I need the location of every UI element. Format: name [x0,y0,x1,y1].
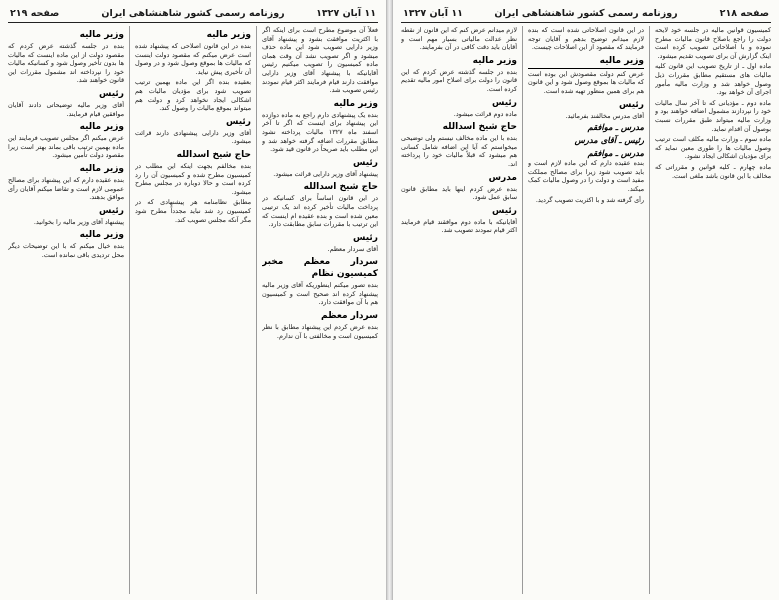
speaker-heading: وزیر مالیه [333,98,378,109]
paragraph: ماده دوم ـ مؤدیانی که تا آخر سال مالیات خود را نپردازند مشمول اضافه خواهند بود و وزارت مالیه میتواند طبق مقررات نسبت بوصول آن اقدام نماید. [655,98,771,133]
column-rule [649,26,650,594]
speaker-heading: رئیس [492,97,517,108]
paragraph: لازم میدانم عرض کنم که این قانون از نقطه نظر عدالت مالیاتی بسیار مهم است و آقایان باید دقت کافی در آن بفرمایند. [401,26,517,52]
issue-date: ۱۱ آبان ۱۳۲۷ [403,8,463,19]
paragraph: عرض میکنم اگر مجلس تصویب فرمایند این ماده بهمین ترتیب باقی بماند بهتر است زیرا مقصود دولت تأمین میشود. [8,134,124,160]
column-rule [522,26,523,594]
speaker-heading: حاج شیخ اسدالله [303,182,378,193]
speaker-heading: رئیس [492,205,517,216]
right-page [392,0,779,600]
speaker-heading: رئیس [353,232,378,243]
paragraph: ماده اول ـ از تاریخ تصویب این قانون کلیه مالیات های مستقیم مطابق مقررات ذیل وصول خواهد شد و وزارت مالیه مأمور اجرای آن خواهد بود. [655,62,771,97]
paragraph: رأی گرفته شد و با اکثریت تصویب گردید. [535,195,644,204]
book-gutter [387,0,392,600]
speaker-heading: سردار معظم مخبر کمیسیون نظام [262,257,378,280]
speaker-heading: رئیس [619,99,644,110]
paragraph: بنده با این ماده مخالف نیستم ولی توضیحی میخواستم که آیا این اضافه شامل کسانی هم میشود که قبلاً مالیات خود را پرداخته اند. [401,134,517,168]
text-column [135,26,251,594]
paragraph: در این قانون اصلاحاتی شده است که بنده لازم میدانم توضیح بدهم و آقایان توجه فرمایند که مقصود از این اصلاحات چیست. [528,26,644,52]
paragraph: بنده عرض کردم این پیشنهاد مطابق با نظر کمیسیون است و مخالفتی با آن ندارم. [262,323,378,340]
paragraph: ماده سوم ـ وزارت مالیه مکلف است ترتیب وصول مالیات ها را طوری معین نماید که برای مؤدیان اشکالی ایجاد نشود. [655,135,771,161]
speaker-heading: رئیس [99,205,124,216]
speaker-heading: وزیر مالیه [79,230,124,241]
issue-date: ۱۱ آبان ۱۳۲۷ [316,8,376,19]
speaker-heading: سردار معظم [321,311,378,322]
page-number: صفحه ۲۱۸ [719,8,769,19]
speaker-heading: وزیر مالیه [79,30,124,40]
speaker-heading: رئیس [226,116,251,127]
paragraph: بنده تصور میکنم اینطوریکه آقای وزیر مالیه پیشنهاد کرده اند صحیح است و کمیسیون هم با آن موافقت دارد. [262,281,378,307]
speaker-heading: رئیس [353,157,378,168]
page-number: صفحه ۲۱۹ [10,8,60,19]
paragraph: بنده عقیده دارم که این ماده لازم است و باید تصویب شود زیرا برای مصالح مملکت مفید است و دولت را در وصول مالیات کمک میکند. [528,159,644,193]
text-column [8,26,124,594]
speaker-line: مدرس ـ موافقم [587,148,644,159]
paragraph: مطابق نظامنامه هر پیشنهادی که در کمیسیون رد شد نباید مجدداً مطرح شود مگر آنکه مجلس تصویب کند. [135,198,251,224]
speaker-heading: مدرس [488,172,517,183]
paragraph: عرض کنم دولت مقصودش این بوده است که مالیات ها بموقع وصول شود و این قانون هم برای همین منظور تهیه شده است. [528,69,644,95]
paragraph: بنده عقیده دارم که این پیشنهاد برای مصالح عمومی لازم است و تقاضا میکنم آقایان رأی موافق بدهند. [8,175,124,202]
paragraph: بنده عرض کردم اینها باید مطابق قانون سابق عمل شود. [401,184,517,202]
speaker-heading: وزیر مالیه [79,122,124,133]
paragraph: بنده مخالفم بجهت اینکه این مطلب در کمیسیون مطرح شده و کمیسیون آن را رد کرده است و حالا دوباره در مجلس مطرح میشود. [135,161,251,196]
speaker-line: رئیس ـ آقای مدرس [574,135,644,146]
paragraph: کمیسیون قوانین مالیه در جلسه خود لایحه دولت را راجع باصلاح قانون مالیات مطرح نموده و با اصلاحاتی تصویب کرده است اینک گزارش آن برای تصویب تقدیم میشود. [655,26,771,60]
paragraph: آقایانیکه با ماده دوم موافقند قیام فرمایند اکثر قیام نمودند تصویب شد. [401,217,517,235]
text-column [262,26,378,594]
left-page-header [8,6,378,23]
text-column [528,26,644,594]
speaker-heading: وزیر مالیه [472,55,517,66]
paragraph: بنده در این قانون اصلاحی که پیشنهاد شده است عرض میکنم که مقصود دولت اینست که مالیات ها بموقع وصول شود و در وصول آن تأخیری پیش نیاید. [135,42,251,76]
paragraph: ماده چهارم ـ کلیه قوانین و مقرراتی که مخالف با این قانون باشد ملغی است. [655,162,771,180]
paragraph: بعقیده بنده اگر این ماده بهمین ترتیب تصویب شود برای مؤدیان مالیات هم اشکالی ایجاد نخواهد کرد و دولت هم میتواند بموقع مالیات را وصول کند. [135,78,251,113]
speaker-heading: وزیر مالیه [206,30,251,40]
right-page-columns [401,26,771,594]
paragraph: بنده یک پیشنهادی دارم راجع به ماده دوازده این پیشنهاد برای اینست که اگر تا آخر اسفند ماه ۱۳۲۷ مالیات پرداخته نشود مطابق مقررات اضافه گرفته خواهد شد و این مطلب باید صریحاً در قانون قید شود. [262,110,378,154]
paragraph: آقای مدرس مخالفند بفرمائید. [565,111,644,120]
paragraph: پیشنهاد آقای وزیر مالیه را بخوانید. [33,217,124,226]
speaker-line: مدرس ـ موافقم [587,122,644,133]
speaker-heading: رئیس [99,88,124,99]
paragraph: بنده در جلسه گذشته عرض کردم که مقصود دولت از این ماده اینست که مالیات ها بدون تأخیر وصول شود و کسانیکه مالیات خود را نپرداخته اند مشمول مقررات این قانون خواهند شد. [8,42,124,85]
paragraph: در این قانون اساساً برای کسانیکه در پرداخت مالیات تأخیر کرده اند یک ترتیبی معین شده است و بنده عقیده ام اینست که این ترتیب با مقررات سابق مطابقت دارد. [262,194,378,229]
text-column [401,26,517,594]
newspaper-title: روزنامه رسمی کشور شاهنشاهی ایران [101,8,285,19]
speaker-heading: وزیر مالیه [528,55,644,69]
left-page [0,0,387,600]
paragraph: فعلاً آن موضوع مطرح است برای اینکه اگر با اکثریت موافقت بشود و پیشنهاد آقای وزیر دارایی تصویب شود این ماده حذف میشود و اگر تصویب نشد آن وقت همان ماده کمیسیون را تصویب میکنیم رئیس آقایانیکه با پیشنهاد آقای وزیر دارایی موافقت دارند قیام فرمایند اکثر قیام نمودند رئیس تصویب شد. [262,26,378,95]
paragraph: بنده خیال میکنم که با این توضیحات دیگر محل تردیدی باقی نمانده است. [8,242,124,259]
paragraph: بنده در جلسه گذشته عرض کردم که این قانون را دولت برای اصلاح امور مالیه تقدیم کرده است. [401,67,517,93]
speaker-heading: حاج شیخ اسدالله [442,122,517,133]
speaker-heading: حاج شیخ اسدالله [176,149,251,160]
column-rule [129,26,130,594]
column-rule [256,26,257,594]
right-page-header [401,6,771,23]
speaker-heading: وزیر مالیه [79,163,124,174]
paragraph: آقای سردار معظم. [327,244,378,253]
left-page-columns [8,26,378,594]
paragraph: ماده دوم قرائت میشود. [453,109,517,118]
newspaper-title: روزنامه رسمی کشور شاهنشاهی ایران [494,8,678,19]
paragraph: آقای وزیر دارایی پیشنهادی دارند قرائت میشود. [135,128,251,146]
text-column [655,26,771,594]
paragraph: پیشنهاد آقای وزیر دارایی قرائت میشود. [273,169,378,178]
paragraph: آقای وزیر مالیه توضیحاتی دادند آقایان موافقین قیام فرمایند. [8,100,124,118]
